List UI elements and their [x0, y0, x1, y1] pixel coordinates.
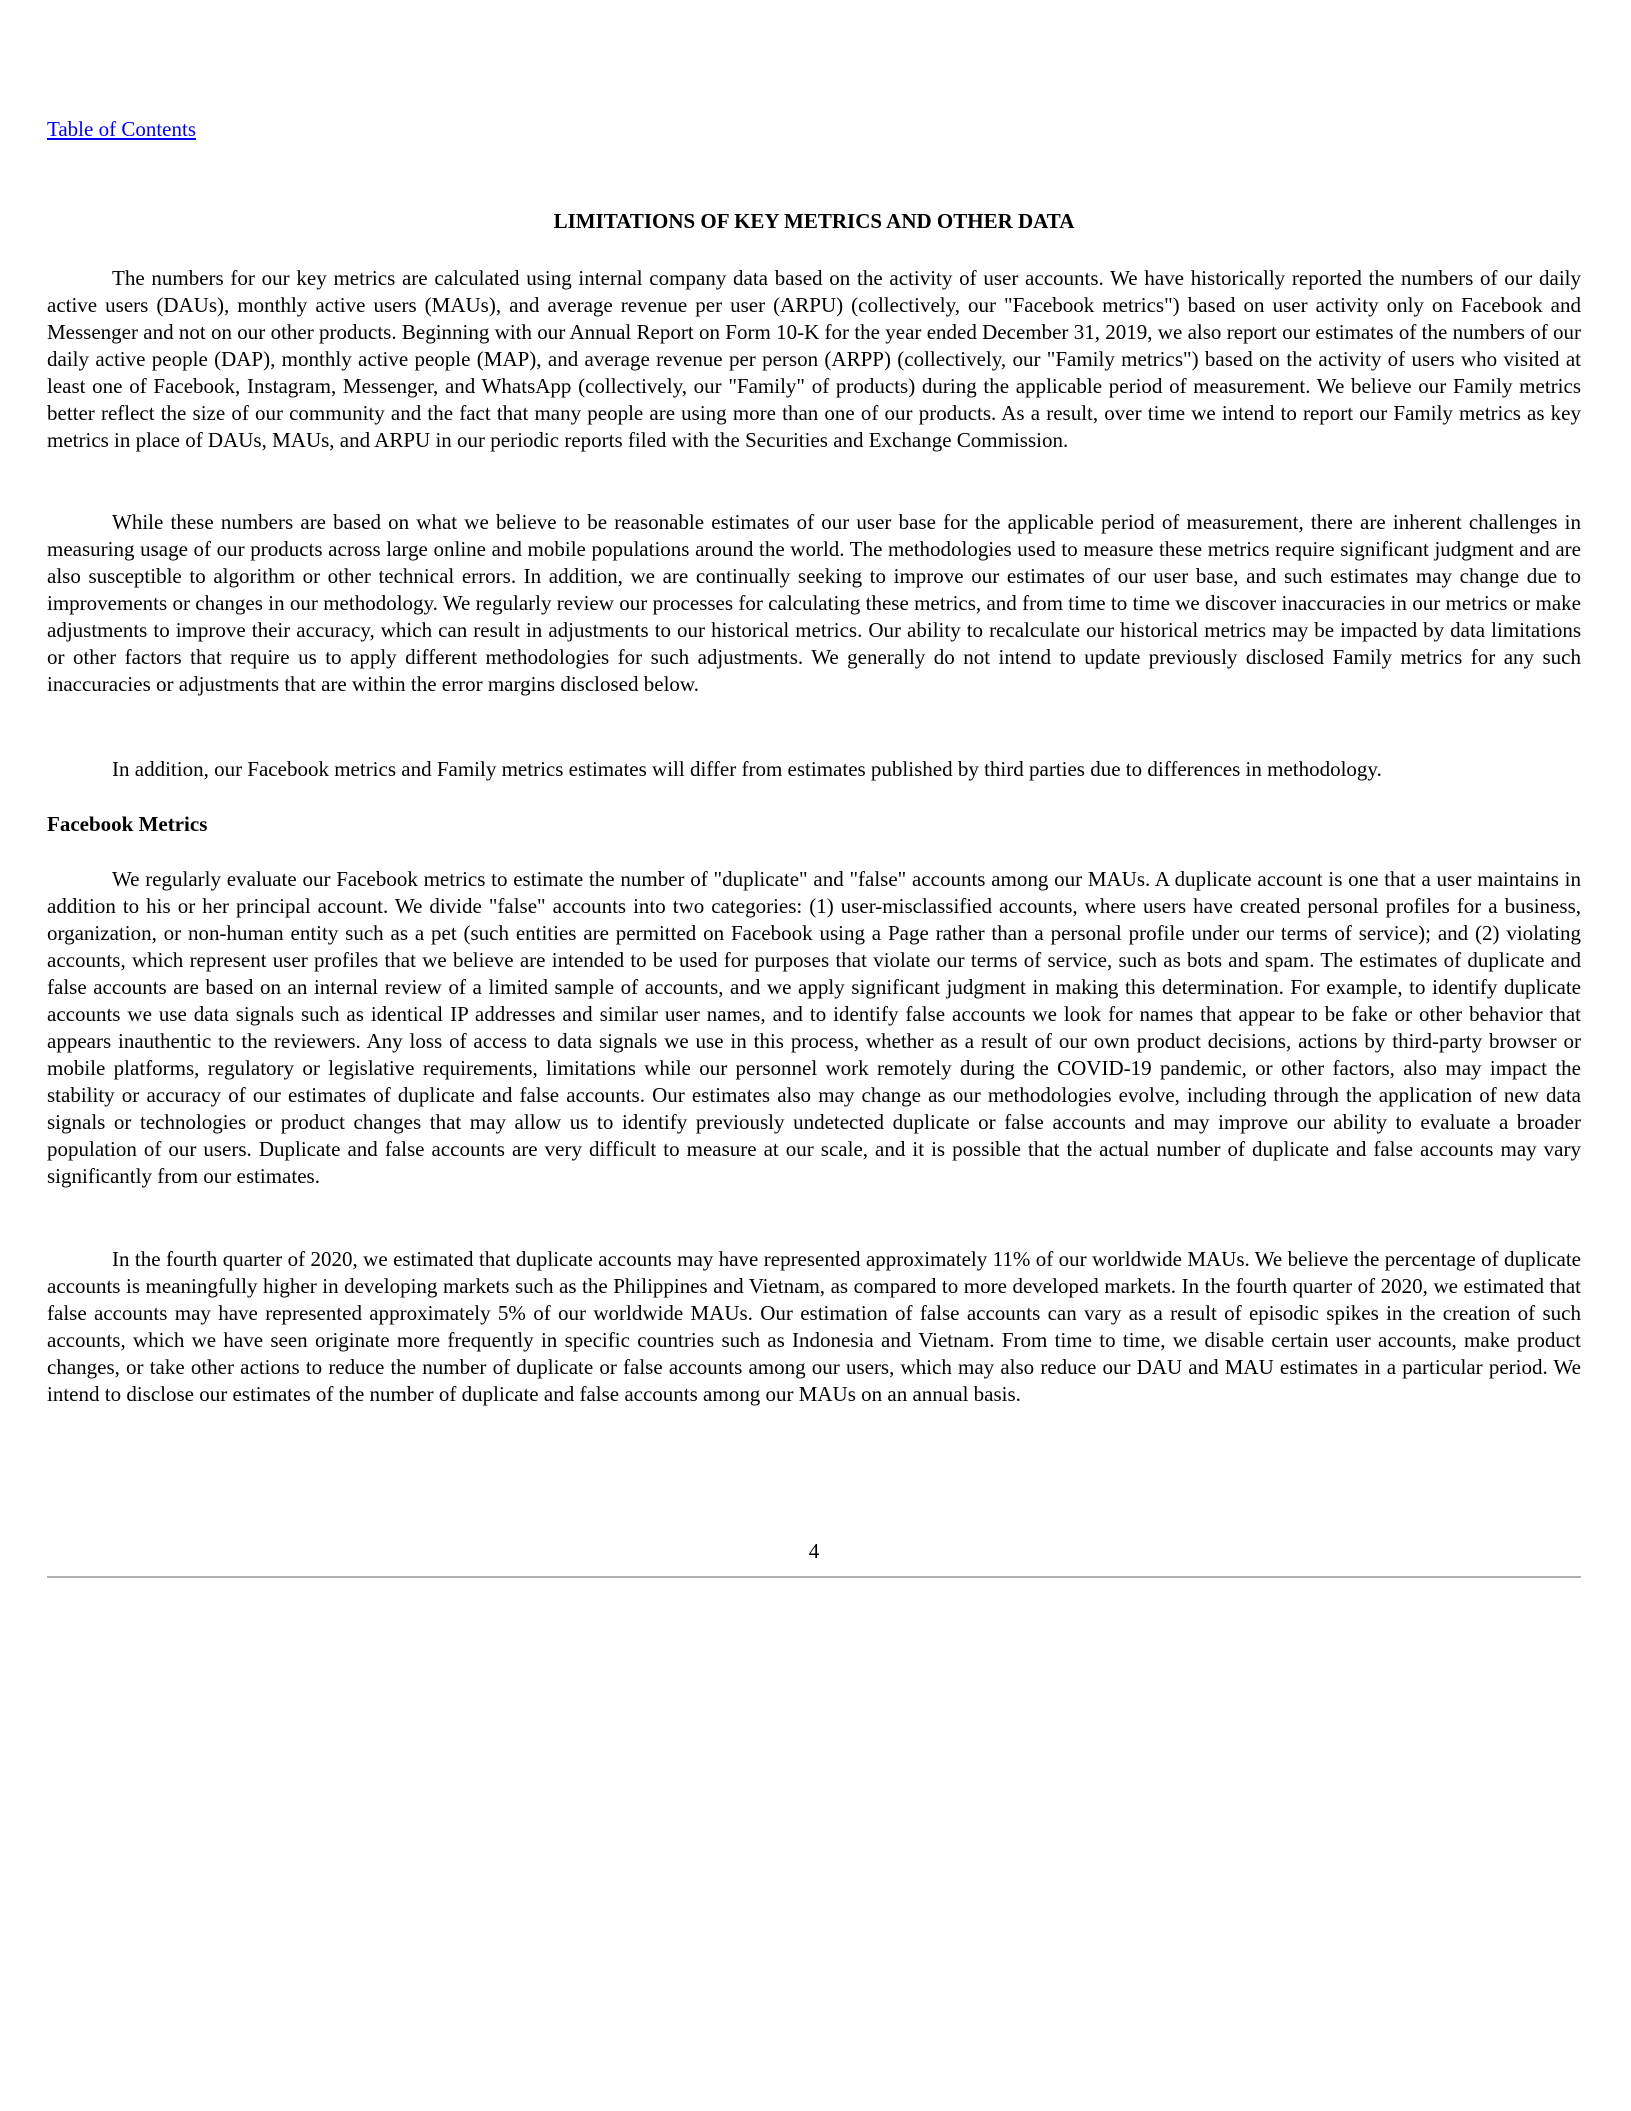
page-divider [47, 1576, 1581, 1578]
table-of-contents-link[interactable]: Table of Contents [47, 117, 196, 141]
page-number: 4 [808, 1539, 820, 1563]
paragraph-4 [47, 866, 1581, 1190]
paragraph-1 [47, 265, 1581, 454]
paragraph-text: In addition, our Facebook metrics and Family metrics estimates will differ from estimates published by third parties due to differences in methodology. [112, 757, 1382, 781]
paragraph-text: The numbers for our key metrics are calculated using internal company data based on the activity of user accounts. We have historically reported the numbers of our daily active users (DAUs), monthly active users (MAUs), and average revenue per user (ARPU) (collectively, our "Facebook metrics") based on user activity only on Facebook and Messenger and not on our other products. Beginning with our Annual Report on Form 10-K for the year ended December 31, 2019, we also report our estimates of the numbers of our daily active people (DAP), monthly active people (MAP), and average revenue per person (ARPP) (collectively, our "Family metrics") based on the activity of users who visited at least one of Facebook, Instagram, Messenger, and WhatsApp (collectively, our "Family" of products) during the applicable period of measurement. We believe our Family metrics better reflect the size of our community and the fact that many people are using more than one of our products. As a result, over time we intend to report our Family metrics as key metrics in place of DAUs, MAUs, and ARPU in our periodic reports filed with the Securities and Exchange Commission. [47, 266, 1581, 452]
paragraph-text: In the fourth quarter of 2020, we estimated that duplicate accounts may have represented approximately 11% of our worldwide MAUs. We believe the percentage of duplicate accounts is meaningfully higher in developing markets such as the Philippines and Vietnam, as compared to more developed markets. In the fourth quarter of 2020, we estimated that false accounts may have represented approximately 5% of our worldwide MAUs. Our estimation of false accounts can vary as a result of episodic spikes in the creation of such accounts, which we have seen originate more frequently in specific countries such as Indonesia and Vietnam. From time to time, we disable certain user accounts, make product changes, or take other actions to reduce the number of duplicate or false accounts among our users, which may also reduce our DAU and MAU estimates in a particular period. We intend to disclose our estimates of the number of duplicate and false accounts among our MAUs on an annual basis. [47, 1247, 1581, 1406]
paragraph-text: We regularly evaluate our Facebook metrics to estimate the number of "duplicate" and "false" accounts among our MAUs. A duplicate account is one that a user maintains in addition to his or her principal account. We divide "false" accounts into two categories: (1) user-misclassified accounts, where users have created personal profiles for a business, organization, or non-human entity such as a pet (such entities are permitted on Facebook using a Page rather than a personal profile under our terms of service); and (2) violating accounts, which represent user profiles that we believe are intended to be used for purposes that violate our terms of service, such as bots and spam. The estimates of duplicate and false accounts are based on an internal review of a limited sample of accounts, and we apply significant judgment in making this determination. For example, to identify duplicate accounts we use data signals such as identical IP addresses and similar user names, and to identify false accounts we look for names that appear to be fake or other behavior that appears inauthentic to the reviewers. Any loss of access to data signals we use in this process, whether as a result of our own product decisions, actions by third-party browser or mobile platforms, regulatory or legislative requirements, limitations while our personnel work remotely during the COVID-19 pandemic, or other factors, also may impact the stability or accuracy of our estimates of duplicate and false accounts. Our estimates also may change as our methodologies evolve, including through the application of new data signals or technologies or product changes that may allow us to identify previously undetected duplicate or false accounts and may improve our ability to evaluate a broader population of our users. Duplicate and false accounts are very difficult to measure at our scale, and it is possible that the actual number of duplicate and false accounts may vary significantly from our estimates. [47, 867, 1581, 1188]
paragraph-text: While these numbers are based on what we believe to be reasonable estimates of our user base for the applicable period of measurement, there are inherent challenges in measuring usage of our products across large online and mobile populations around the world. The methodologies used to measure these metrics require significant judgment and are also susceptible to algorithm or other technical errors. In addition, we are continually seeking to improve our estimates of our user base, and such estimates may change due to improvements or changes in our methodology. We regularly review our processes for calculating these metrics, and from time to time we discover inaccuracies in our metrics or make adjustments to improve their accuracy, which can result in adjustments to our historical metrics. Our ability to recalculate our historical metrics may be impacted by data limitations or other factors that require us to apply different methodologies for such adjustments. We generally do not intend to update previously disclosed Family metrics for any such inaccuracies or adjustments that are within the error margins disclosed below. [47, 510, 1581, 696]
toc-container [47, 116, 1581, 143]
paragraph-2 [47, 509, 1581, 698]
paragraph-3 [47, 756, 1581, 783]
page-title: LIMITATIONS OF KEY METRICS AND OTHER DATA [553, 209, 1075, 233]
paragraph-5 [47, 1246, 1581, 1408]
section-heading-facebook-metrics: Facebook Metrics [47, 812, 208, 836]
